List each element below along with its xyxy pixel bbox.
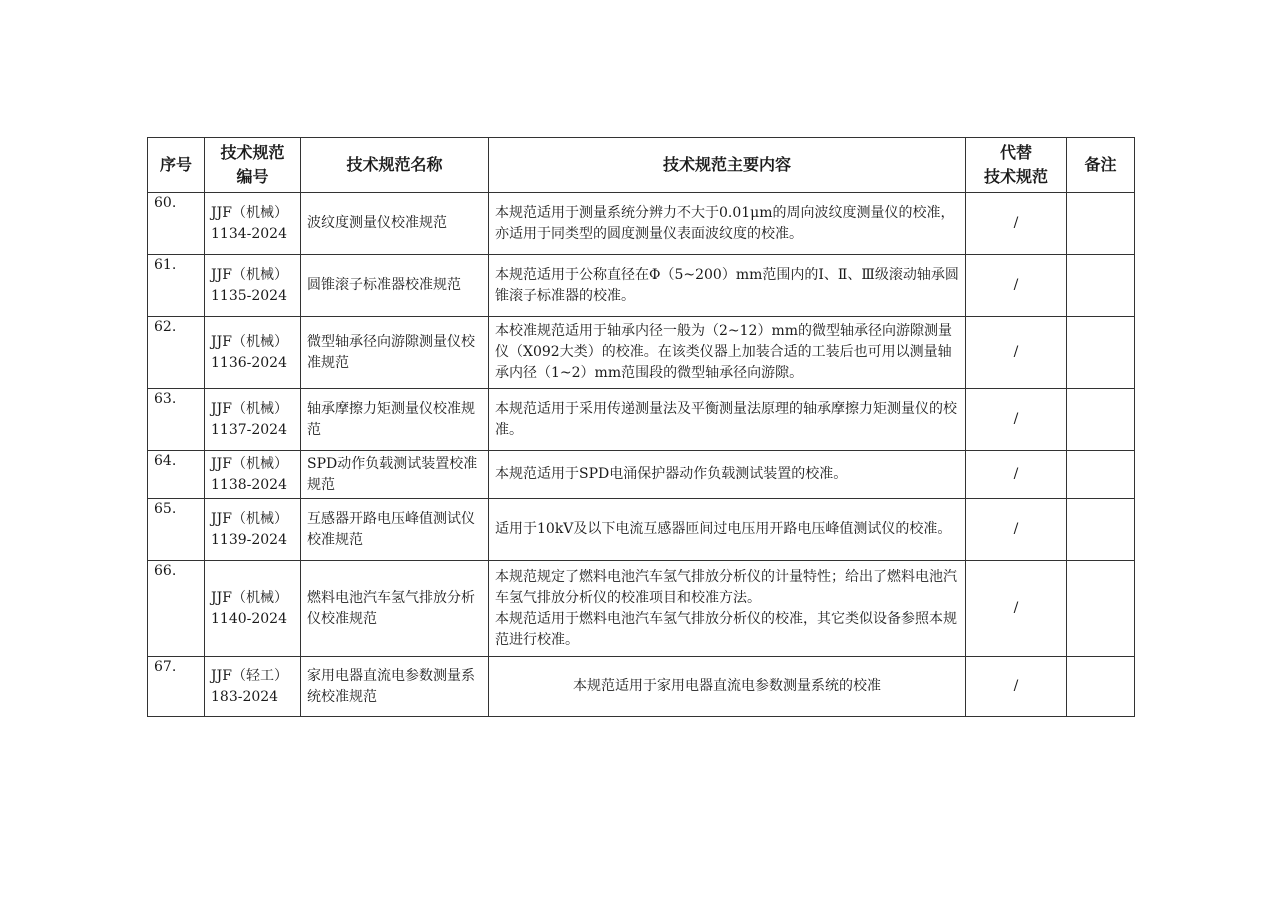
cell-code <box>205 561 301 657</box>
cell-note <box>1067 193 1135 255</box>
cell-code-line1: JJF（机械） <box>211 400 288 417</box>
table-row <box>148 499 1135 561</box>
cell-code-line2: 1135-2024 <box>211 287 287 304</box>
cell-code-line2: 1134-2024 <box>211 225 287 242</box>
cell-name: SPD动作负载测试装置校准规范 <box>301 451 489 499</box>
cell-content-paragraph: 本规范适用于家用电器直流电参数测量系统的校准 <box>573 678 881 694</box>
cell-code-line1: JJF（机械） <box>211 510 288 527</box>
cell-content-paragraph: 适用于10kV及以下电流互感器匝间过电压用开路电压峰值测试仪的校准。 <box>495 521 952 537</box>
cell-seq: 67. <box>148 657 205 717</box>
spec-table <box>147 137 1135 717</box>
cell-name: 波纹度测量仪校准规范 <box>301 193 489 255</box>
cell-note <box>1067 499 1135 561</box>
table-row <box>148 193 1135 255</box>
cell-code-line1: JJF（机械） <box>211 455 288 472</box>
cell-seq: 63. <box>148 389 205 451</box>
cell-replace: / <box>966 561 1067 657</box>
cell-note <box>1067 657 1135 717</box>
cell-content-paragraph: 本校准规范适用于轴承内径一般为（2~12）mm的微型轴承径向游隙测量仪（X092大类）的校准。在该类仪器上加装合适的工装后也可用以测量轴承内径（1~2）mm范围段的微型轴承径向游隙。 <box>495 323 953 381</box>
cell-code-line1: JJF（机械） <box>211 266 288 283</box>
cell-seq: 60. <box>148 193 205 255</box>
cell-content-paragraph: 本规范适用于燃料电池汽车氢气排放分析仪的校准，其它类似设备参照本规范进行校准。 <box>495 610 957 648</box>
cell-code-line2: 1137-2024 <box>211 421 287 438</box>
cell-code <box>205 193 301 255</box>
table-row <box>148 451 1135 499</box>
cell-replace: / <box>966 451 1067 499</box>
cell-code <box>205 389 301 451</box>
cell-seq: 66. <box>148 561 205 657</box>
header-name: 技术规范名称 <box>301 138 489 193</box>
cell-content-paragraph: 本规范适用于采用传递测量法及平衡测量法原理的轴承摩擦力矩测量仪的校准。 <box>495 400 957 438</box>
cell-code-line2: 183-2024 <box>211 688 279 705</box>
cell-replace: / <box>966 389 1067 451</box>
table-row <box>148 561 1135 657</box>
table-row <box>148 255 1135 317</box>
cell-replace: / <box>966 193 1067 255</box>
cell-note <box>1067 317 1135 389</box>
cell-replace: / <box>966 255 1067 317</box>
cell-code <box>205 317 301 389</box>
cell-name: 互感器开路电压峰值测试仪校准规范 <box>301 499 489 561</box>
cell-seq: 61. <box>148 255 205 317</box>
cell-replace: / <box>966 499 1067 561</box>
cell-content-paragraph: 本规范适用于测量系统分辨力不大于0.01μm的周向波纹度测量仪的校准，亦适用于同类型的圆度测量仪表面波纹度的校准。 <box>495 204 955 242</box>
table-row <box>148 389 1135 451</box>
cell-code <box>205 657 301 717</box>
cell-content <box>489 255 966 317</box>
table-body <box>148 193 1135 717</box>
table-header-row <box>148 138 1135 193</box>
cell-code-line2: 1138-2024 <box>211 476 287 493</box>
cell-code-line1: JJF（轻工） <box>211 667 288 684</box>
cell-content-paragraph: 本规范适用于SPD电涌保护器动作负载测试装置的校准。 <box>495 466 848 482</box>
cell-content <box>489 561 966 657</box>
cell-code-line2: 1140-2024 <box>211 610 287 627</box>
cell-code-line1: JJF（机械） <box>211 333 288 350</box>
cell-content-paragraph: 本规范规定了燃料电池汽车氢气排放分析仪的计量特性；给出了燃料电池汽车氢气排放分析仪的校准项目和校准方法。 <box>495 568 957 606</box>
cell-content <box>489 193 966 255</box>
cell-seq: 62. <box>148 317 205 389</box>
cell-code-line2: 1139-2024 <box>211 531 287 548</box>
cell-code-line1: JJF（机械） <box>211 589 288 606</box>
cell-seq: 64. <box>148 451 205 499</box>
cell-code-line2: 1136-2024 <box>211 354 287 371</box>
cell-content <box>489 451 966 499</box>
header-replace: 代替 技术规范 <box>966 138 1067 193</box>
cell-note <box>1067 389 1135 451</box>
cell-name: 家用电器直流电参数测量系统校准规范 <box>301 657 489 717</box>
cell-content-paragraph: 本规范适用于公称直径在Φ（5~200）mm范围内的Ⅰ、Ⅱ、Ⅲ级滚动轴承圆锥滚子标准器的校准。 <box>495 266 959 304</box>
cell-note <box>1067 451 1135 499</box>
cell-code-line1: JJF（机械） <box>211 204 288 221</box>
cell-code <box>205 255 301 317</box>
cell-content <box>489 317 966 389</box>
cell-note <box>1067 561 1135 657</box>
header-note: 备注 <box>1067 138 1135 193</box>
table-row <box>148 317 1135 389</box>
header-content: 技术规范主要内容 <box>489 138 966 193</box>
header-seq: 序号 <box>148 138 205 193</box>
cell-content <box>489 389 966 451</box>
cell-replace: / <box>966 657 1067 717</box>
cell-content <box>489 657 966 717</box>
cell-name: 轴承摩擦力矩测量仪校准规范 <box>301 389 489 451</box>
cell-content <box>489 499 966 561</box>
cell-note <box>1067 255 1135 317</box>
cell-name: 燃料电池汽车氢气排放分析仪校准规范 <box>301 561 489 657</box>
header-code: 技术规范 编号 <box>205 138 301 193</box>
cell-seq: 65. <box>148 499 205 561</box>
cell-name: 圆锥滚子标准器校准规范 <box>301 255 489 317</box>
cell-name: 微型轴承径向游隙测量仪校准规范 <box>301 317 489 389</box>
cell-code <box>205 499 301 561</box>
cell-code <box>205 451 301 499</box>
table-row <box>148 657 1135 717</box>
cell-replace: / <box>966 317 1067 389</box>
